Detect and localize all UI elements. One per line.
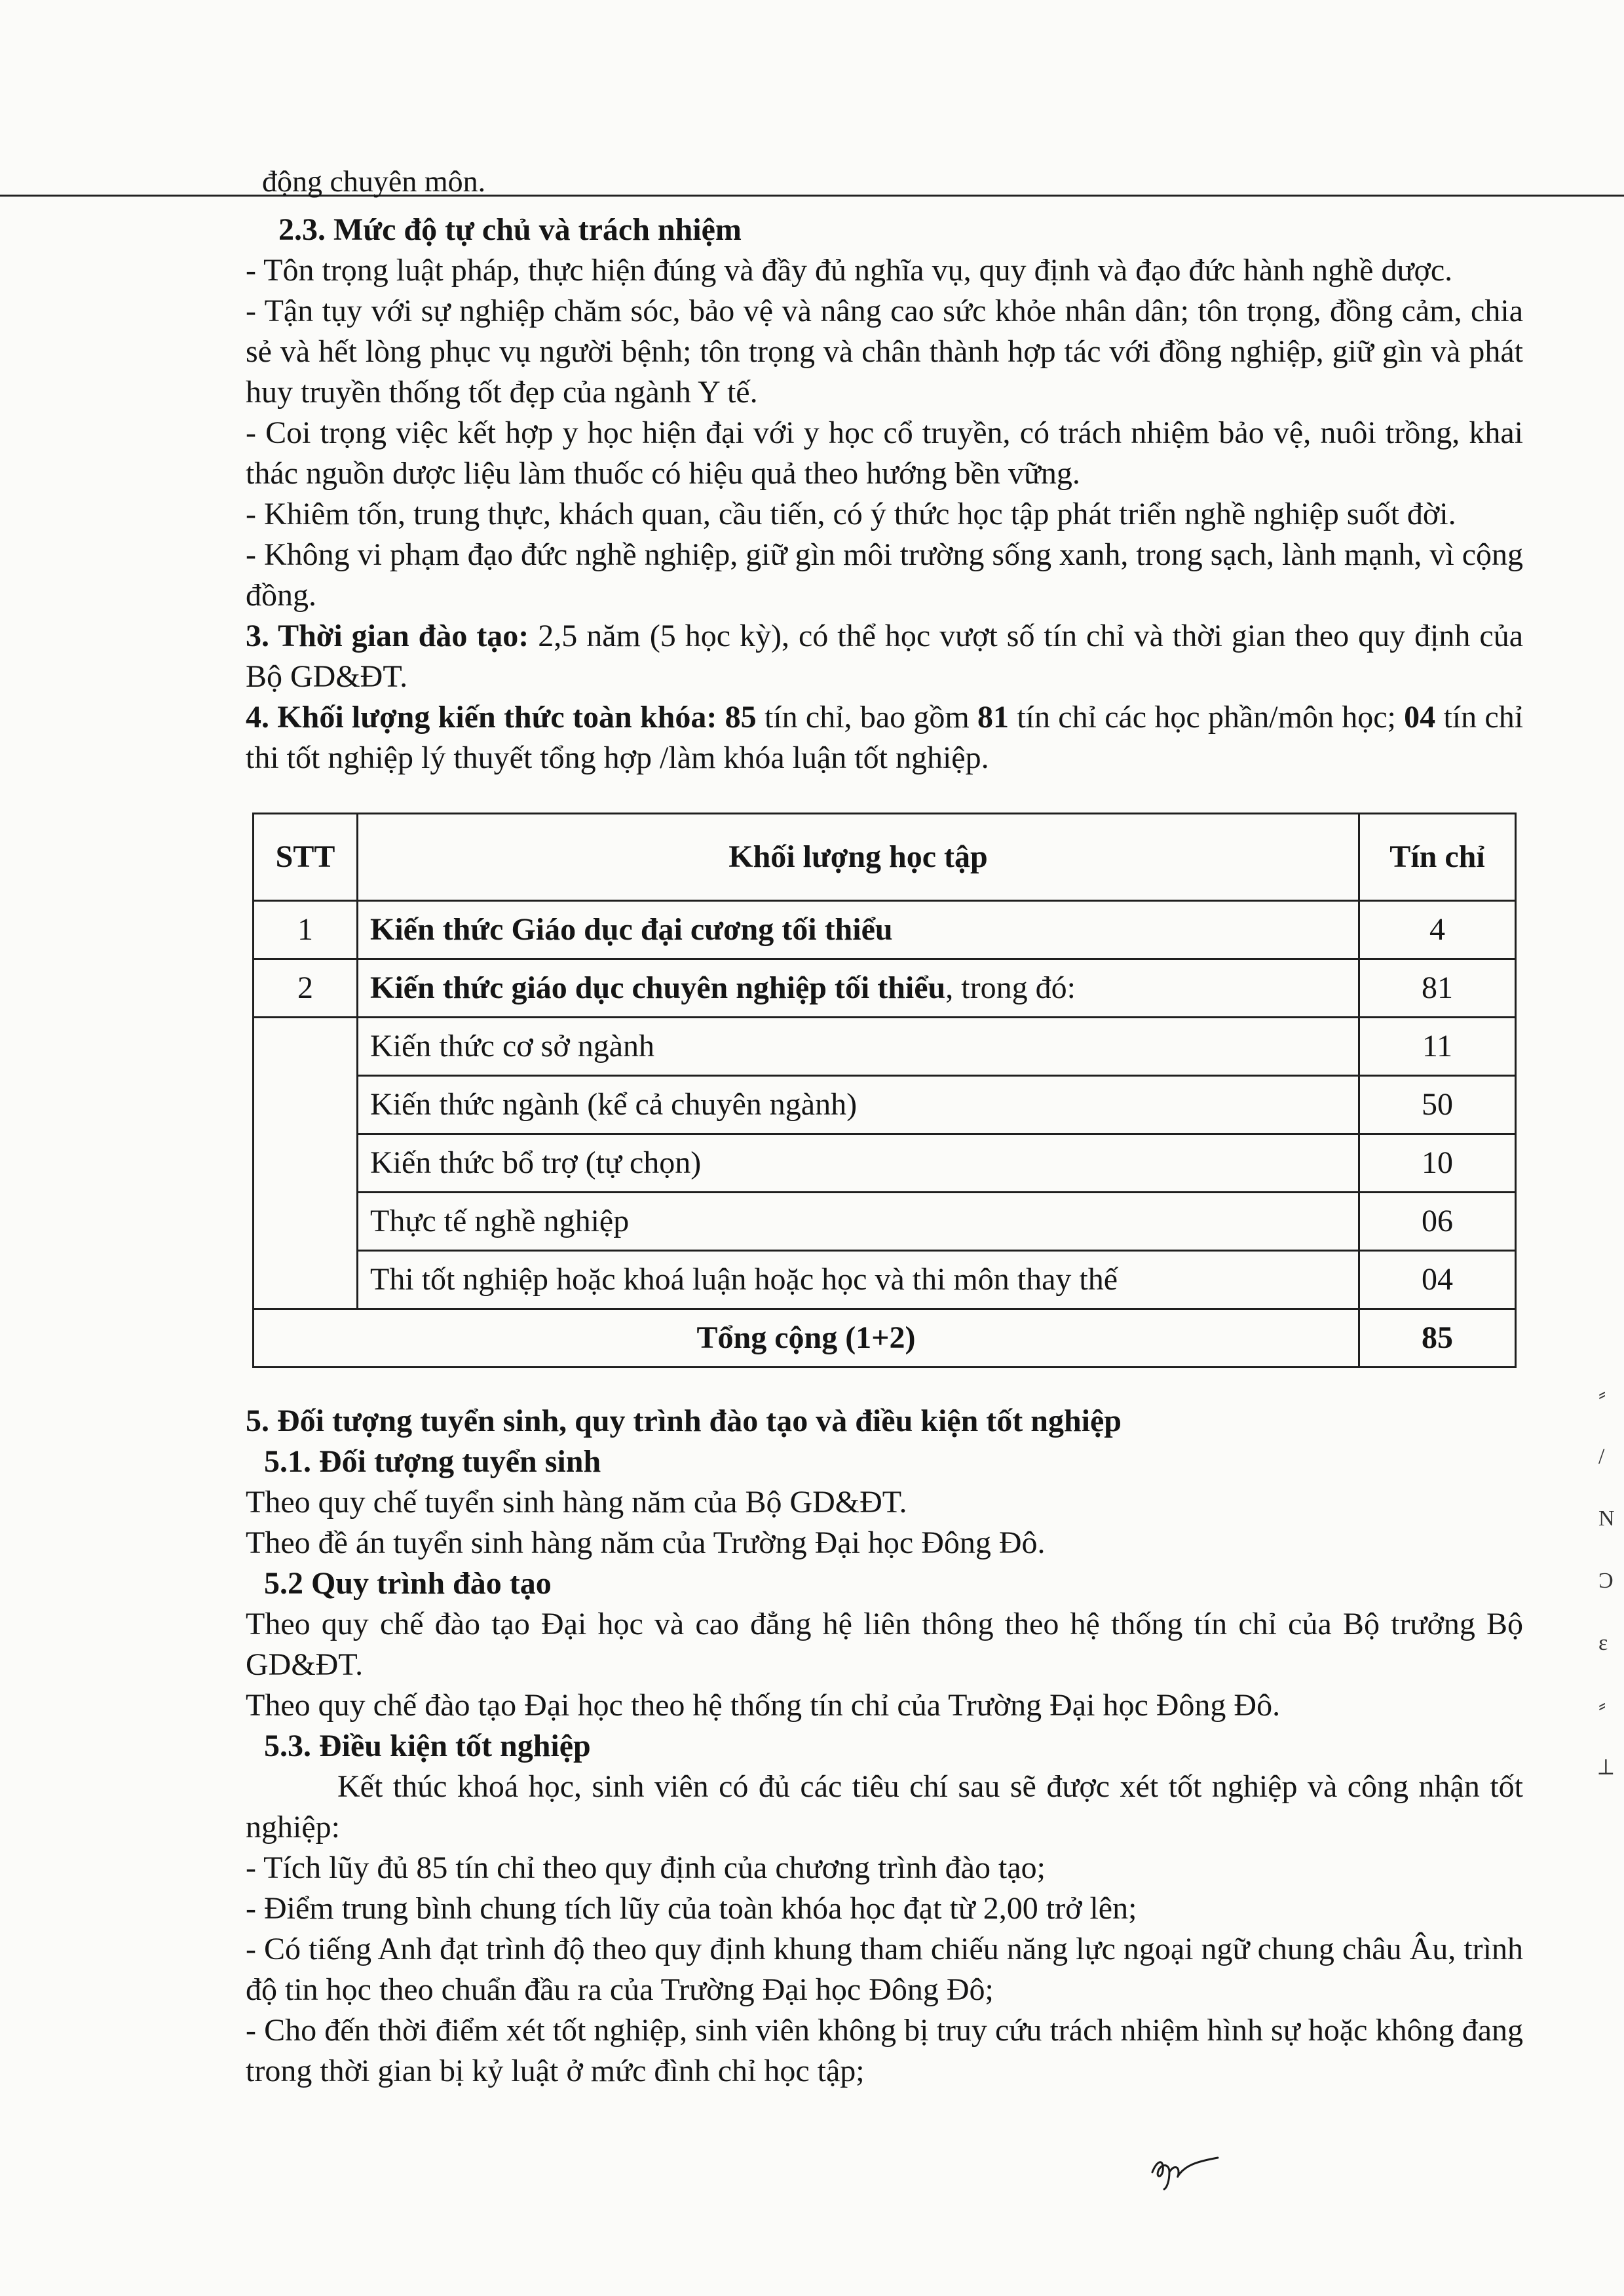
row-credits: 06 xyxy=(1359,1193,1516,1251)
list-item: - Tôn trọng luật pháp, thực hiện đúng và đầy đủ nghĩa vụ, quy định và đạo đức hành nghề dược. xyxy=(246,253,1453,288)
list-item: - Không vi phạm đạo đức nghề nghiệp, giữ gìn môi trường sống xanh, trong sạch, lành mạnh, vì cộng đồng. xyxy=(246,537,1523,613)
page-top-rule xyxy=(0,195,1624,197)
row-stt: 1 xyxy=(254,901,358,959)
header-name: Khối lượng học tập xyxy=(358,814,1359,901)
section-4-label: 4. Khối lượng kiến thức toàn khóa: xyxy=(246,700,717,735)
table-row xyxy=(254,1193,1516,1251)
row-name-bold: Kiến thức giáo dục chuyên nghiệp tối thiểu xyxy=(370,970,946,1005)
margin-mark: ⸗ xyxy=(1598,1382,1606,1406)
section-4-text-c: tín chỉ thi tốt nghiệp lý thuyết tổng hợp /làm khóa luận tốt nghiệp. xyxy=(246,700,1524,775)
row-name-rest: , trong đó: xyxy=(945,970,1076,1005)
paragraph: Theo quy chế đào tạo Đại học và cao đẳng hệ liên thông theo hệ thống tín chỉ của Bộ trưởng Bộ GD&ĐT. xyxy=(246,1607,1523,1682)
row-credits: 4 xyxy=(1359,901,1516,959)
row-name: Kiến thức Giáo dục đại cương tối thiểu xyxy=(358,901,1359,959)
section-4-paragraph xyxy=(246,697,1523,778)
table-row xyxy=(254,1251,1516,1309)
margin-mark: ⸗ xyxy=(1598,1693,1606,1717)
row-name: Kiến thức cơ sở ngành xyxy=(358,1018,1359,1076)
section-3-text: 2,5 năm (5 học kỳ), có thể học vượt số tín chỉ và thời gian theo quy định của Bộ GD&ĐT. xyxy=(246,619,1523,694)
table-row xyxy=(254,1134,1516,1193)
row-credits: 11 xyxy=(1359,1018,1516,1076)
section-3-paragraph xyxy=(246,616,1523,697)
credits-total: 85 xyxy=(725,700,757,735)
table-header-row xyxy=(254,814,1516,901)
margin-mark: / xyxy=(1598,1444,1605,1468)
table-row xyxy=(254,1018,1516,1076)
total-label: Tổng cộng (1+2) xyxy=(254,1309,1359,1368)
header-stt: STT xyxy=(254,814,358,901)
heading-5-2: 5.2 Quy trình đào tạo xyxy=(264,1566,552,1601)
paragraph: Theo đề án tuyển sinh hàng năm của Trường Đại học Đông Đô. xyxy=(246,1525,1046,1560)
section-4-text-a: tín chỉ, bao gồm xyxy=(756,700,978,735)
paragraph: Kết thúc khoá học, sinh viên có đủ các tiêu chí sau sẽ được xét tốt nghiệp và công nhận tốt nghiệp: xyxy=(246,1769,1523,1845)
heading-5-1: 5.1. Đối tượng tuyển sinh xyxy=(264,1444,601,1479)
row-name: Kiến thức bổ trợ (tự chọn) xyxy=(358,1134,1359,1193)
table-row xyxy=(254,959,1516,1018)
credits-courses: 81 xyxy=(977,700,1010,735)
top-fragment-text: động chuyên môn. xyxy=(262,164,486,198)
row-name xyxy=(358,959,1359,1018)
heading-5: 5. Đối tượng tuyển sinh, quy trình đào tạo và điều kiện tốt nghiệp xyxy=(246,1404,1122,1438)
row-stt: 2 xyxy=(254,959,358,1018)
list-item: - Tận tụy với sự nghiệp chăm sóc, bảo vệ và nâng cao sức khỏe nhân dân; tôn trọng, đồng cảm, chia sẻ và hết lòng phục vụ người bệnh; tôn trọng và chân thành hợp tác với đồng nghiệp, giữ gìn và phát huy truyền thống tốt đẹp của ngành Y tế. xyxy=(246,294,1523,410)
total-credits: 85 xyxy=(1359,1309,1516,1368)
credits-exam: 04 xyxy=(1404,700,1436,735)
row-credits: 50 xyxy=(1359,1076,1516,1134)
row-name: Kiến thức ngành (kể cả chuyên ngành) xyxy=(358,1076,1359,1134)
row-credits: 10 xyxy=(1359,1134,1516,1193)
header-credits: Tín chỉ xyxy=(1359,814,1516,901)
margin-mark: ɛ xyxy=(1598,1631,1608,1655)
section-3-label: 3. Thời gian đào tạo: xyxy=(246,619,529,653)
row-name: Thực tế nghề nghiệp xyxy=(358,1193,1359,1251)
list-item: - Coi trọng việc kết hợp y học hiện đại với y học cổ truyền, có trách nhiệm bảo vệ, nuôi trồng, khai thác nguồn dược liệu làm thuốc có hiệu quả theo hướng bền vững. xyxy=(246,415,1523,491)
margin-scribbles xyxy=(1598,1363,1618,1799)
heading-5-3: 5.3. Điều kiện tốt nghiệp xyxy=(264,1729,591,1763)
document-body xyxy=(246,210,1523,2092)
paragraph: Theo quy chế đào tạo Đại học theo hệ thống tín chỉ của Trường Đại học Đông Đô. xyxy=(246,1688,1281,1723)
row-credits: 04 xyxy=(1359,1251,1516,1309)
margin-mark: N xyxy=(1598,1506,1615,1531)
list-item: - Điểm trung bình chung tích lũy của toàn khóa học đạt từ 2,00 trở lên; xyxy=(246,1891,1137,1926)
row-name: Thi tốt nghiệp hoặc khoá luận hoặc học và thi môn thay thế xyxy=(358,1251,1359,1309)
margin-mark: Ɔ xyxy=(1598,1569,1614,1593)
section-4-text-b: tín chỉ các học phần/môn học; xyxy=(1009,700,1405,735)
initials-signature xyxy=(1150,2152,1222,2192)
list-item: - Có tiếng Anh đạt trình độ theo quy định khung tham chiếu năng lực ngoại ngữ chung châu Âu, trình độ tin học theo chuẩn đầu ra của Trường Đại học Đông Đô; xyxy=(246,1932,1523,2007)
row-credits: 81 xyxy=(1359,959,1516,1018)
paragraph: Theo quy chế tuyển sinh hàng năm của Bộ GD&ĐT. xyxy=(246,1485,907,1520)
list-item: - Khiêm tốn, trung thực, khách quan, cầu tiến, có ý thức học tập phát triển nghề nghiệp suốt đời. xyxy=(246,497,1456,531)
margin-mark: ⟂ xyxy=(1598,1755,1614,1780)
list-item: - Tích lũy đủ 85 tín chỉ theo quy định của chương trình đào tạo; xyxy=(246,1850,1046,1885)
credits-table xyxy=(252,813,1517,1368)
table-total-row xyxy=(254,1309,1516,1368)
row-stt-empty xyxy=(254,1018,358,1309)
table-row xyxy=(254,1076,1516,1134)
list-item: - Cho đến thời điểm xét tốt nghiệp, sinh viên không bị truy cứu trách nhiệm hình sự hoặc không đang trong thời gian bị kỷ luật ở mức đình chỉ học tập; xyxy=(246,2013,1523,2088)
heading-2-3: 2.3. Mức độ tự chủ và trách nhiệm xyxy=(278,212,742,247)
table-row xyxy=(254,901,1516,959)
